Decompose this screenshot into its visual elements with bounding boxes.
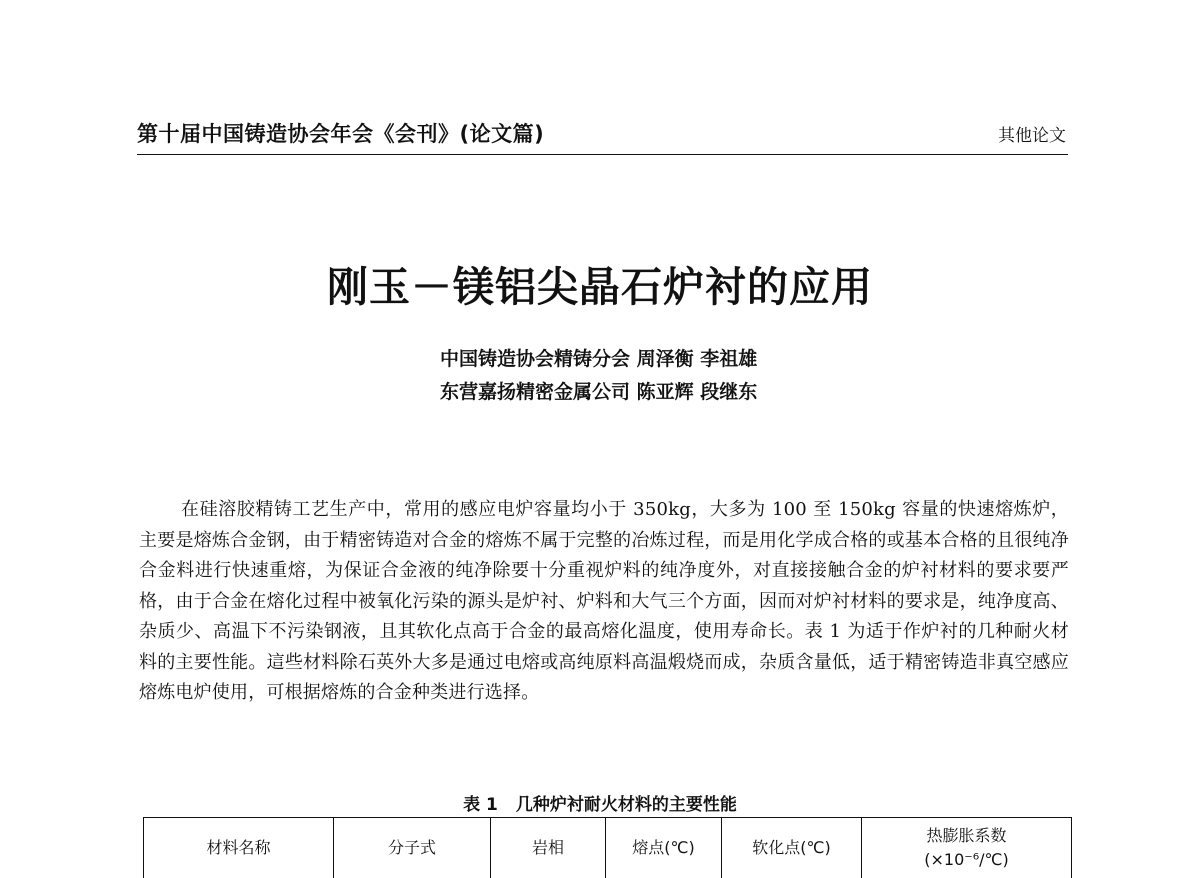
author-line: 东营嘉扬精密金属公司 陈亚辉 段继东 [440,376,757,409]
header-divider [137,154,1068,155]
header-expansion-unit: (×10⁻⁶/℃) [862,848,1071,872]
header-thermal-expansion [862,818,1072,878]
table-caption-text: 几种炉衬耐火材料的主要性能 [516,795,737,815]
section-label: 其他论文 [998,121,1066,146]
journal-header-title: 第十届中国铸造协会年会《会刊》(论文篇) [137,118,544,148]
table-header-row [144,818,1072,878]
header-softening-point: 软化点(℃) [722,818,862,878]
body-paragraph: 在硅溶胶精铸工艺生产中，常用的感应电炉容量均小于 350kg，大多为 100 至 150kg 容量的快速熔炼炉，主要是熔炼合金钢，由于精密铸造对合金的熔炼不属于完整的冶炼过程，而是用化学成合格的或基本合格的且很纯净合金料进行快速重熔，为保证合金液的纯净除要十分重视炉料的纯净度外，对直接接触合金的炉衬材料的要求要严格，由于合金在熔化过程中被氧化污染的源头是炉衬、炉料和大气三个方面，因而对炉衬材料的要求是，纯净度高、杂质少、高温下不污染钢液，且其软化点高于合金的最高熔化温度，使用寿命长。表 1 为适于作炉衬的几种耐火材料的主要性能。這些材料除石英外大多是通过电熔或高纯原料高温煅烧而成，杂质含量低，适于精密铸造非真空感应熔炼电炉使用，可根据熔炼的合金种类进行选择。 [139,495,1069,709]
header-formula: 分子式 [334,818,491,878]
author-block [440,343,757,409]
header-expansion-label: 热膨胀系数 [862,824,1071,848]
table-caption [0,790,1200,815]
header-material-name: 材料名称 [144,818,334,878]
table-caption-number: 表 1 [463,795,498,815]
header-melting-point: 熔点(℃) [606,818,722,878]
paper-title: 刚玉－镁铝尖晶石炉衬的应用 [0,254,1200,313]
properties-table [143,817,1072,878]
author-line: 中国铸造协会精铸分会 周泽衡 李祖雄 [440,343,757,376]
header-phase: 岩相 [491,818,606,878]
